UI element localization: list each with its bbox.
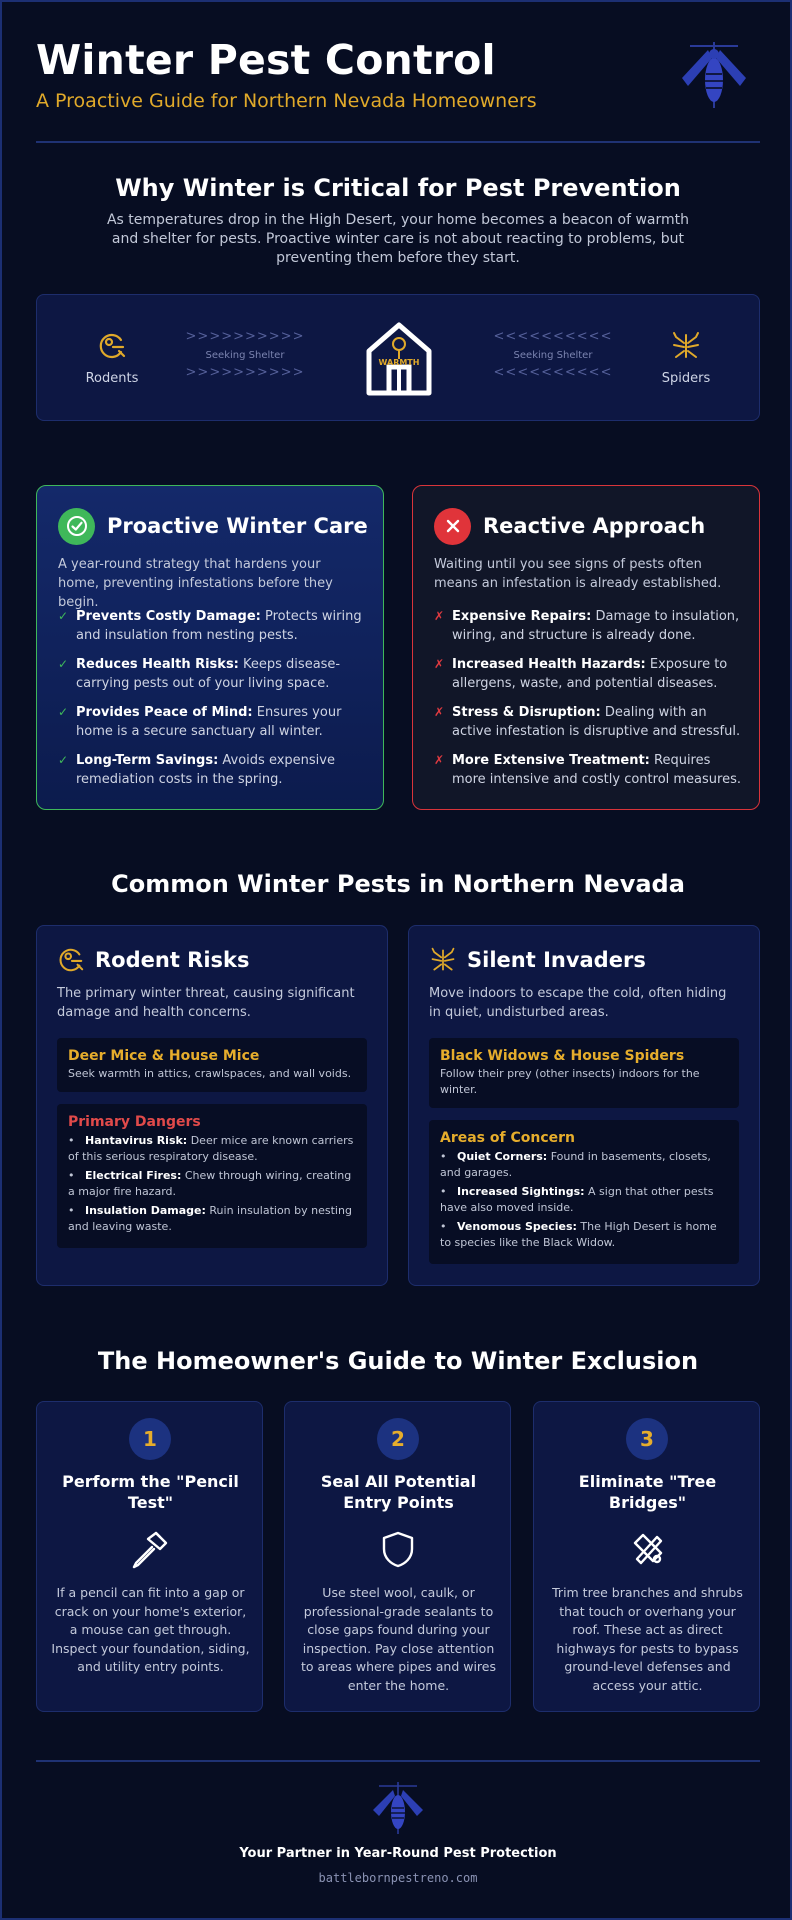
list-item: [58, 751, 368, 789]
arrow-row: <<<<<<<<<<: [493, 329, 613, 344]
item-bold: Electrical Fires:: [84, 1169, 182, 1182]
house-label: WARMTH: [378, 358, 420, 367]
divider: [36, 141, 760, 143]
list-item: [434, 703, 744, 741]
step-number: 2: [377, 1418, 419, 1460]
list-item: • Electrical Fires: Chew through wiring, creating a major fire hazard.: [68, 1169, 352, 1198]
step-text: If a pencil can fit into a gap or crack on your home's exterior, a mouse can get through. Inspect your foundation, siding, and utility entry points.: [51, 1585, 250, 1674]
item-bold: Hantavirus Risk:: [84, 1134, 188, 1147]
spider-icon: [670, 331, 702, 361]
rodent-icon: [57, 946, 85, 974]
house-icon: [363, 319, 435, 399]
mice-title: Deer Mice & House Mice: [68, 1048, 260, 1064]
item-bold: Venomous Species:: [456, 1220, 577, 1233]
item-bold: Increased Sightings:: [456, 1185, 585, 1198]
reactive-list: [434, 607, 744, 799]
list-item: • Quiet Corners: Found in basements, closets, and garages.: [440, 1150, 711, 1179]
list-item: • Increased Sightings: A sign that other pests have also moved inside.: [440, 1185, 714, 1214]
item-text: A sign that other pests have also moved inside.: [440, 1185, 714, 1214]
pests-title: Common Winter Pests in Northern Nevada: [111, 870, 685, 898]
bee-logo-icon: [365, 1780, 431, 1836]
cross-icon: ✗: [434, 609, 445, 623]
step-card-3: [533, 1401, 760, 1712]
rodent-card: [36, 925, 388, 1286]
rodents-item: [75, 331, 149, 386]
list-item: [434, 655, 744, 693]
item-bold: More Extensive Treatment:: [452, 753, 650, 768]
check-circle-icon: [58, 508, 95, 545]
cross-icon: ✗: [434, 705, 445, 719]
step-title: Perform the "Pencil Test": [62, 1472, 239, 1512]
item-bold: Long-Term Savings:: [76, 753, 219, 768]
bee-logo-icon: [668, 36, 760, 116]
reactive-card: [412, 485, 760, 810]
list-item: • Insulation Damage: Ruin insulation by nesting and leaving waste.: [68, 1204, 352, 1233]
widows-title: Black Widows & House Spiders: [440, 1048, 685, 1064]
item-bold: Prevents Costly Damage:: [76, 609, 261, 624]
tools-icon: [627, 1529, 667, 1569]
item-text: Ruin insulation by nesting and leaving waste.: [68, 1204, 352, 1233]
list-item: [434, 607, 744, 645]
widows-box: [429, 1038, 739, 1108]
spider-desc: Move indoors to escape the cold, often hiding in quiet, undisturbed areas.: [429, 986, 727, 1020]
arrow-row: >>>>>>>>>>: [185, 329, 305, 344]
item-text: Damage to insulation, wiring, and structure is already done.: [452, 609, 740, 643]
step-text: Use steel wool, caulk, or professional-grade sealants to close gaps found during your inspection. Pay close attention to areas where pipes and wires enter the home.: [300, 1585, 497, 1693]
step-number: 1: [129, 1418, 171, 1460]
concern-box: [429, 1120, 739, 1264]
proactive-title: Proactive Winter Care: [107, 514, 368, 538]
spider-title: Silent Invaders: [467, 948, 646, 972]
shelter-diagram: [36, 294, 760, 421]
step-title: Eliminate "Tree Bridges": [578, 1472, 717, 1512]
proactive-desc: A year-round strategy that hardens your home, preventing infestations before they begin.: [58, 557, 333, 610]
rodent-header: [57, 946, 250, 974]
rodents-label: Rodents: [85, 371, 139, 386]
item-text: Deer mice are known carriers of this serious respiratory disease.: [68, 1134, 354, 1163]
reactive-desc: Waiting until you see signs of pests often means an infestation is already established.: [434, 557, 722, 591]
item-text: Ensures your home is a secure sanctuary all winter.: [76, 705, 342, 739]
list-item: [58, 607, 368, 645]
step-number: 3: [626, 1418, 668, 1460]
dangers-title: Primary Dangers: [68, 1114, 201, 1130]
divider: [36, 1760, 760, 1762]
page-title: Winter Pest Control: [36, 36, 496, 84]
list-item: • Hantavirus Risk: Deer mice are known carriers of this serious respiratory disease.: [68, 1134, 354, 1163]
item-bold: Quiet Corners:: [456, 1150, 548, 1163]
item-bold: Expensive Repairs:: [452, 609, 592, 624]
arrow-row: <<<<<<<<<<: [493, 365, 613, 380]
spider-card: [408, 925, 760, 1286]
proactive-header: [58, 507, 368, 545]
list-item: [58, 655, 368, 693]
rodent-desc: The primary winter threat, causing significant damage and health concerns.: [57, 986, 355, 1020]
hammer-icon: [130, 1529, 170, 1569]
widows-text: Follow their prey (other insects) indoors for the winter.: [440, 1067, 700, 1096]
footer-url[interactable]: battlebornpestreno.com: [318, 1871, 478, 1885]
item-text: Found in basements, closets, and garages.: [440, 1150, 711, 1179]
check-icon: ✓: [58, 609, 69, 623]
dangers-box: [57, 1104, 367, 1248]
check-icon: ✓: [58, 753, 69, 767]
item-text: Protects wiring and insulation from nesting pests.: [76, 609, 362, 643]
spider-icon: [429, 946, 457, 974]
footer-tagline: Your Partner in Year-Round Pest Protection: [239, 1846, 557, 1861]
item-bold: Reduces Health Risks:: [76, 657, 239, 672]
check-icon: ✓: [58, 657, 69, 671]
cross-icon: ✗: [434, 657, 445, 671]
mice-box: [57, 1038, 367, 1092]
header: [36, 36, 760, 120]
item-bold: Increased Health Hazards:: [452, 657, 646, 672]
step-title: Seal All Potential Entry Points: [320, 1472, 477, 1512]
step-card-2: [284, 1401, 511, 1712]
seeking-label: Seeking Shelter: [205, 350, 285, 361]
seeking-label: Seeking Shelter: [513, 350, 593, 361]
item-text: The High Desert is home to species like the Black Widow.: [440, 1220, 717, 1249]
mice-text: Seek warmth in attics, crawlspaces, and wall voids.: [68, 1067, 352, 1080]
x-circle-icon: [434, 508, 471, 545]
why-title: Why Winter is Critical for Pest Prevention: [115, 174, 681, 202]
item-bold: Insulation Damage:: [84, 1204, 206, 1217]
proactive-list: [58, 607, 368, 799]
item-text: Dealing with an active infestation is disruptive and stressful.: [452, 705, 741, 739]
cross-icon: ✗: [434, 753, 445, 767]
concern-title: Areas of Concern: [440, 1130, 575, 1146]
arrow-row: >>>>>>>>>>: [185, 365, 305, 380]
reactive-title: Reactive Approach: [483, 514, 706, 538]
proactive-card: [36, 485, 384, 810]
spider-header: [429, 946, 646, 974]
spiders-item: [649, 331, 723, 386]
rodent-title: Rodent Risks: [95, 948, 250, 972]
arrows-left: [185, 329, 305, 380]
arrows-right: [493, 329, 613, 380]
list-item: [58, 703, 368, 741]
page-subtitle: A Proactive Guide for Northern Nevada Homeowners: [36, 90, 537, 112]
step-card-1: [36, 1401, 263, 1712]
shield-icon: [378, 1529, 418, 1569]
list-item: • Venomous Species: The High Desert is home to species like the Black Widow.: [440, 1220, 717, 1249]
check-icon: ✓: [58, 705, 69, 719]
item-text: Avoids expensive remediation costs in the spring.: [76, 753, 335, 787]
guide-title: The Homeowner's Guide to Winter Exclusion: [97, 1347, 699, 1375]
item-text: Keeps disease-carrying pests out of your living space.: [76, 657, 341, 691]
item-bold: Stress & Disruption:: [452, 705, 601, 720]
item-bold: Provides Peace of Mind:: [76, 705, 253, 720]
spiders-label: Spiders: [661, 371, 711, 386]
item-text: Exposure to allergens, waste, and potential diseases.: [452, 657, 728, 691]
why-text: As temperatures drop in the High Desert, your home becomes a beacon of warmth and shelter for pests. Proactive winter care is not about reacting to problems, but preventing them before they start.: [106, 212, 690, 266]
list-item: [434, 751, 744, 789]
reactive-header: [434, 507, 705, 545]
item-text: Requires more intensive and costly control measures.: [452, 753, 741, 787]
step-text: Trim tree branches and shrubs that touch or overhang your roof. These act as direct highways for pests to bypass ground-level defenses and access your attic.: [552, 1585, 743, 1693]
rodent-icon: [97, 331, 127, 361]
item-text: Chew through wiring, creating a major fire hazard.: [68, 1169, 352, 1198]
